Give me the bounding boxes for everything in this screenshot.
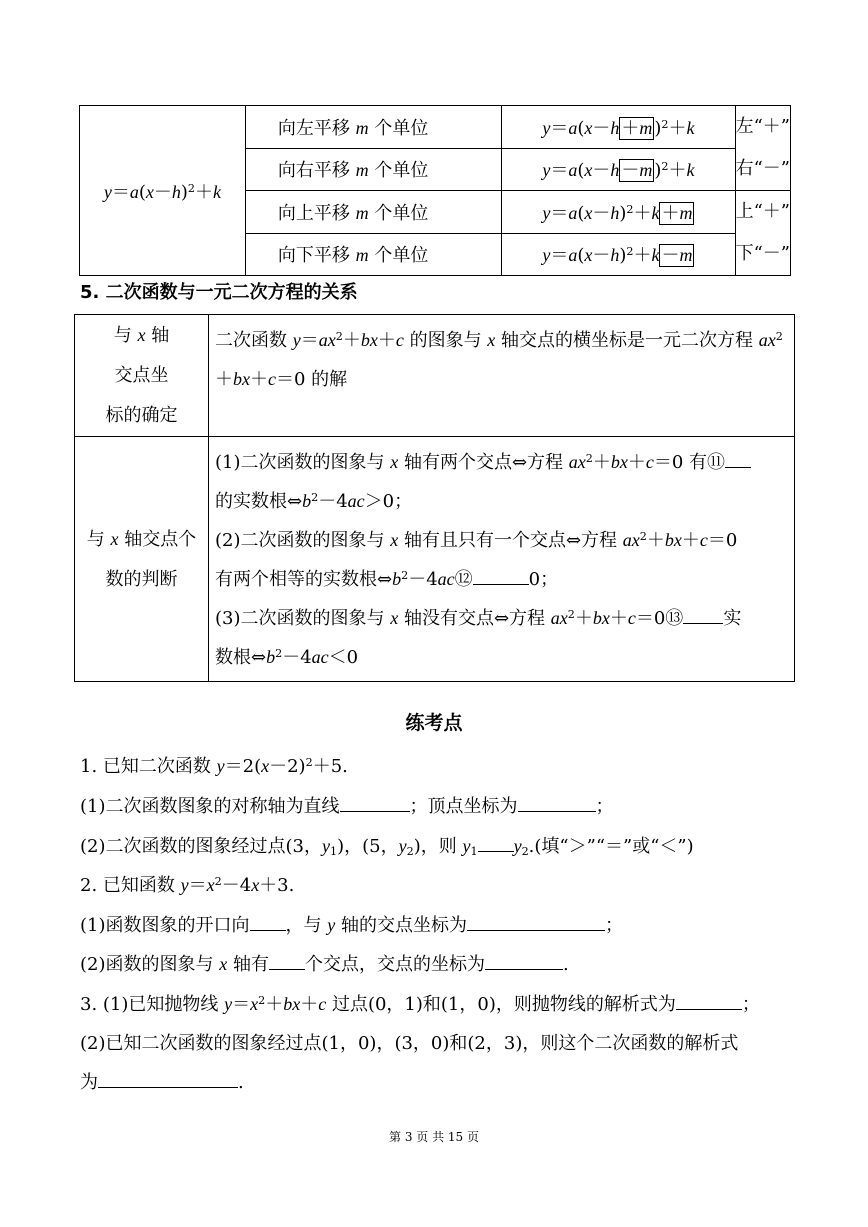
rule-down: 下“－” xyxy=(735,243,790,264)
section-heading: 5. 二次函数与一元二次方程的关系 xyxy=(80,282,358,303)
shift-up-formula: $y=a(x-h)^2+k +m$ xyxy=(502,191,735,234)
up-down-rule xyxy=(735,191,790,276)
shift-right-label: 向右平移 m 个单位 xyxy=(245,148,501,191)
intersection-count-header: 与 x 轴交点个 数的判断 xyxy=(75,437,209,682)
question-3-part-2: (2)已知二次函数的图象经过点(1，0)，(3，0)和(2，3)，则这个二次函数的解析式 xyxy=(80,1033,739,1054)
intersection-count-body: (1)二次函数的图象与 x 轴有两个交点⇔方程 $ax^2+bx+c=0$ 有⑪ 的实数根$\Leftrightarrow b^2-4ac>0$； (2)二次函数的图象与 x 轴有且只有一个交点⇔方程 $ax^2+bx+c=0$ 有两个相等的实数根$\Leftrightarrow b^2-4ac⑫$ 0； (3)二次函数的图象与 x 轴没有交点⇔方程 $ax^2+bx+c=0⑬$ 实 数根$\Leftrightarrow b^2-4ac<0$ xyxy=(209,437,795,682)
shift-up-label: 向上平移 m 个单位 xyxy=(245,191,501,234)
shift-right-formula: y＝a(x－h －m )$^2$＋k xyxy=(502,148,735,191)
question-1-part-2: (2)二次函数的图象经过点(3，$y_1$)，(5，$y_2$)，则 $y_1$ $y_2$.(填“＞”“＝”或“＜”) xyxy=(80,836,694,858)
page-footer: 第 3 页 共 15 页 xyxy=(389,1130,479,1144)
practice-title: 练考点 xyxy=(405,712,463,734)
question-1: 1. 已知二次函数 $y=2(x-2)^2+5$. xyxy=(80,755,348,777)
rule-right: 右“－” xyxy=(735,158,790,179)
translation-table xyxy=(79,105,791,276)
rule-left: 左“＋” xyxy=(735,116,790,137)
vertex-form-cell: $y=a(x-h)^2+k$ xyxy=(80,106,246,276)
question-1-part-1: (1)二次函数图象的对称轴为直线 ；顶点坐标为 ； xyxy=(80,796,614,817)
question-2: 2. 已知函数 $y=x^2-4x+3$. xyxy=(80,874,295,896)
question-3-part-1: 3. (1)已知抛物线 $y=x^2+bx+c$ 过点(0，1)和(1，0)，则抛物线的解析式为 ； xyxy=(80,993,760,1015)
question-2-part-1: (1)函数图象的开口向 ，与 y 轴的交点坐标为 ； xyxy=(80,915,623,936)
left-right-rule xyxy=(735,106,790,191)
shift-left-label: 向左平移 m 个单位 xyxy=(245,106,501,149)
intersection-coord-body: 二次函数 $y=ax^2+bx+c$ 的图象与 x 轴交点的横坐标是一元二次方程 $ax^2+bx+c=0$ 的解 xyxy=(209,315,795,437)
rule-up: 上“＋” xyxy=(735,201,790,222)
relation-table xyxy=(74,314,795,682)
shift-down-label: 向下平移 m 个单位 xyxy=(245,233,501,276)
intersection-coord-header: 与 x 轴 交点坐 标的确定 xyxy=(75,315,209,437)
question-3-part-2-cont: 为 . xyxy=(80,1072,244,1093)
shift-left-formula: y＝a(x－h ＋m )$^2$＋k xyxy=(502,106,735,149)
question-2-part-2: (2)函数的图象与 x 轴有 个交点，交点的坐标为 . xyxy=(80,954,569,975)
shift-down-formula: $y=a(x-h)^2+k -m$ xyxy=(502,233,735,276)
